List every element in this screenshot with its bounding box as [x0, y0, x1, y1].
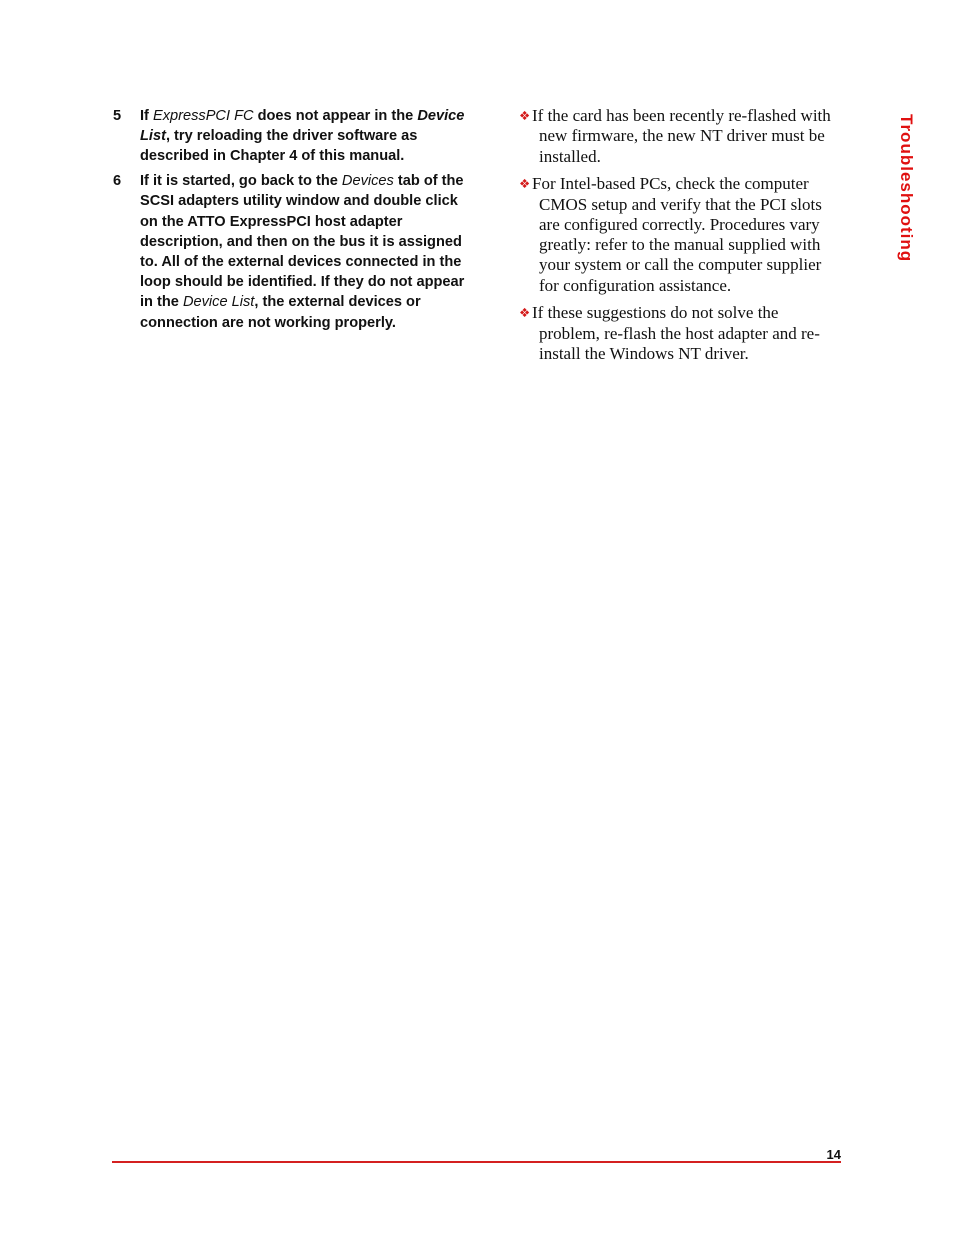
step-term-expresspci-fc: ExpressPCI FC [152, 108, 254, 124]
suggestion-text: If the card has been recently re-flashed with new firmware, the new NT driver must be installed. [532, 106, 831, 166]
section-side-tab: Troubleshooting [897, 114, 916, 263]
step-text [140, 108, 464, 164]
suggestion-text: If these suggestions do not solve the problem, re-flash the host adapter and re-install the Windows NT driver. [532, 303, 820, 364]
step-text-part: , the external devices or connection are not working properly. [140, 294, 421, 331]
step-term-device-list: Device List [140, 108, 465, 145]
suggestion-item [519, 303, 841, 364]
step-text [140, 173, 464, 330]
step-term-devices: Devices [341, 173, 394, 190]
diamond-bullet-icon: ❖ [519, 305, 531, 321]
suggestion-text: For Intel-based PCs, check the computer CMOS setup and verify that the PCI slots are configured correctly. Procedures vary greatly: refer to the manual supplied with your system or call the computer supplier for configuration assistance. [532, 174, 822, 295]
suggestion-item [519, 106, 841, 167]
step-text-part: , try reloading the driver software as described in Chapter 4 of this manual. [140, 128, 418, 165]
step-text-part: does not appear in the [253, 108, 418, 124]
suggestion-item [519, 174, 841, 296]
step-6 [113, 171, 465, 333]
step-number: 6 [113, 173, 122, 190]
footer-rule [112, 1161, 841, 1163]
suggestion-list [519, 106, 841, 372]
page-number: 14 [826, 1147, 841, 1162]
step-term-device-list: Device List [182, 294, 255, 311]
step-text-part: If it is started, go back to the [140, 173, 342, 190]
diamond-bullet-icon: ❖ [519, 176, 531, 192]
step-text-part: If [140, 108, 153, 124]
step-number: 5 [113, 108, 122, 124]
diamond-bullet-icon: ❖ [519, 108, 531, 123]
step-text-part: tab of the SCSI adapters utility window and double click on the ATTO ExpressPCI host adapter description, and then on the bus it is assigned to. All of the external devices connected in the loop should be identified. If they do not appear in the [140, 173, 465, 311]
numbered-steps [113, 106, 465, 337]
step-5 [113, 106, 465, 167]
